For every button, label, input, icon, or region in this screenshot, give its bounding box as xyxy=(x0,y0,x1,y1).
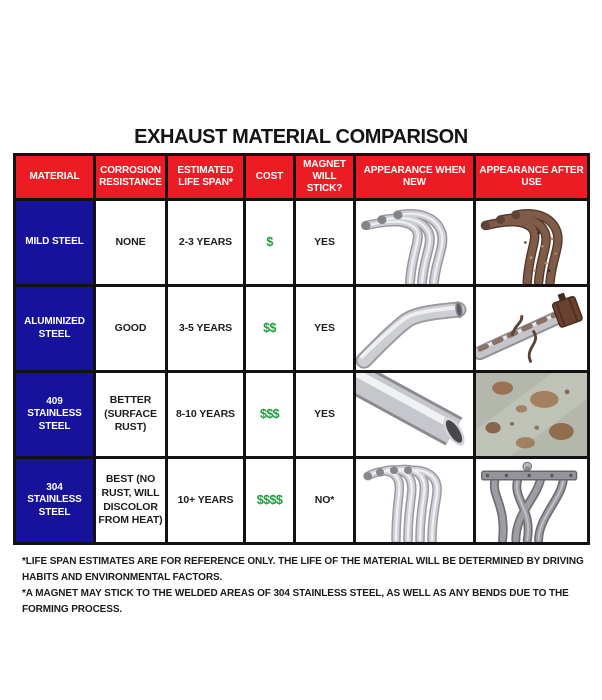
lifespan-cell: 10+ YEARS xyxy=(167,458,245,544)
photo-aluminized-steel-new xyxy=(356,287,473,370)
photo-304-stainless-new xyxy=(356,459,473,542)
corrosion-cell: BETTER (SURFACE RUST) xyxy=(95,372,167,458)
appearance-new-cell xyxy=(355,286,475,372)
appearance-used-cell xyxy=(475,200,589,286)
corrosion-cell: GOOD xyxy=(95,286,167,372)
col-header-corrosion-resistance: CORROSION RESISTANCE xyxy=(95,155,167,200)
table-row-mild-steel xyxy=(15,200,589,286)
lifespan-cell: 2-3 YEARS xyxy=(167,200,245,286)
col-header-appearance-after-use: APPEARANCE AFTER USE xyxy=(475,155,589,200)
col-header-magnet-will-stick: MAGNET WILL STICK? xyxy=(295,155,355,200)
col-header-estimated-life-span: ESTIMATED LIFE SPAN* xyxy=(167,155,245,200)
lifespan-cell: 3-5 YEARS xyxy=(167,286,245,372)
footnote-lifespan: *LIFE SPAN ESTIMATES ARE FOR REFERENCE ONLY. THE LIFE OF THE MATERIAL WILL BE DETERMINED BY DRIVING HABITS AND ENVIRONMENTAL FACTORS. xyxy=(22,556,584,583)
table-row-aluminized-steel xyxy=(15,286,589,372)
corrosion-cell: BEST (NO RUST, WILL DISCOLOR FROM HEAT) xyxy=(95,458,167,544)
material-cell: 304 STAINLESS STEEL xyxy=(15,458,95,544)
material-cell: ALUMINIZED STEEL xyxy=(15,286,95,372)
appearance-new-cell xyxy=(355,200,475,286)
cost-cell: $$ xyxy=(245,286,295,372)
appearance-used-cell xyxy=(475,286,589,372)
photo-mild-steel-after-use xyxy=(476,201,587,284)
appearance-new-cell xyxy=(355,458,475,544)
col-header-cost: COST xyxy=(245,155,295,200)
corrosion-cell: NONE xyxy=(95,200,167,286)
col-header-material: MATERIAL xyxy=(15,155,95,200)
cost-cell: $ xyxy=(245,200,295,286)
magnet-cell: YES xyxy=(295,372,355,458)
col-header-appearance-when-new: APPEARANCE WHEN NEW xyxy=(355,155,475,200)
photo-409-stainless-after-use xyxy=(476,373,587,456)
lifespan-cell: 8-10 YEARS xyxy=(167,372,245,458)
table-row-304-stainless-steel xyxy=(15,458,589,544)
header-row xyxy=(15,155,589,200)
material-cell: MILD STEEL xyxy=(15,200,95,286)
footnote-magnet: *A MAGNET MAY STICK TO THE WELDED AREAS OF 304 STAINLESS STEEL, AS WELL AS ANY BENDS DUE TO THE FORMING PROCESS. xyxy=(22,588,569,615)
appearance-used-cell xyxy=(475,458,589,544)
photo-aluminized-steel-after-use xyxy=(476,287,587,370)
photo-mild-steel-new xyxy=(356,201,473,284)
appearance-new-cell xyxy=(355,372,475,458)
comparison-table xyxy=(13,153,590,545)
appearance-used-cell xyxy=(475,372,589,458)
photo-304-stainless-after-use xyxy=(476,459,587,542)
footnotes xyxy=(22,554,602,618)
magnet-cell: YES xyxy=(295,286,355,372)
cost-cell: $$$$ xyxy=(245,458,295,544)
magnet-cell: NO* xyxy=(295,458,355,544)
cost-cell: $$$ xyxy=(245,372,295,458)
page-title: EXHAUST MATERIAL COMPARISON xyxy=(134,126,468,148)
magnet-cell: YES xyxy=(295,200,355,286)
material-cell: 409 STAINLESS STEEL xyxy=(15,372,95,458)
photo-409-stainless-new xyxy=(356,373,473,456)
table-row-409-stainless-steel xyxy=(15,372,589,458)
